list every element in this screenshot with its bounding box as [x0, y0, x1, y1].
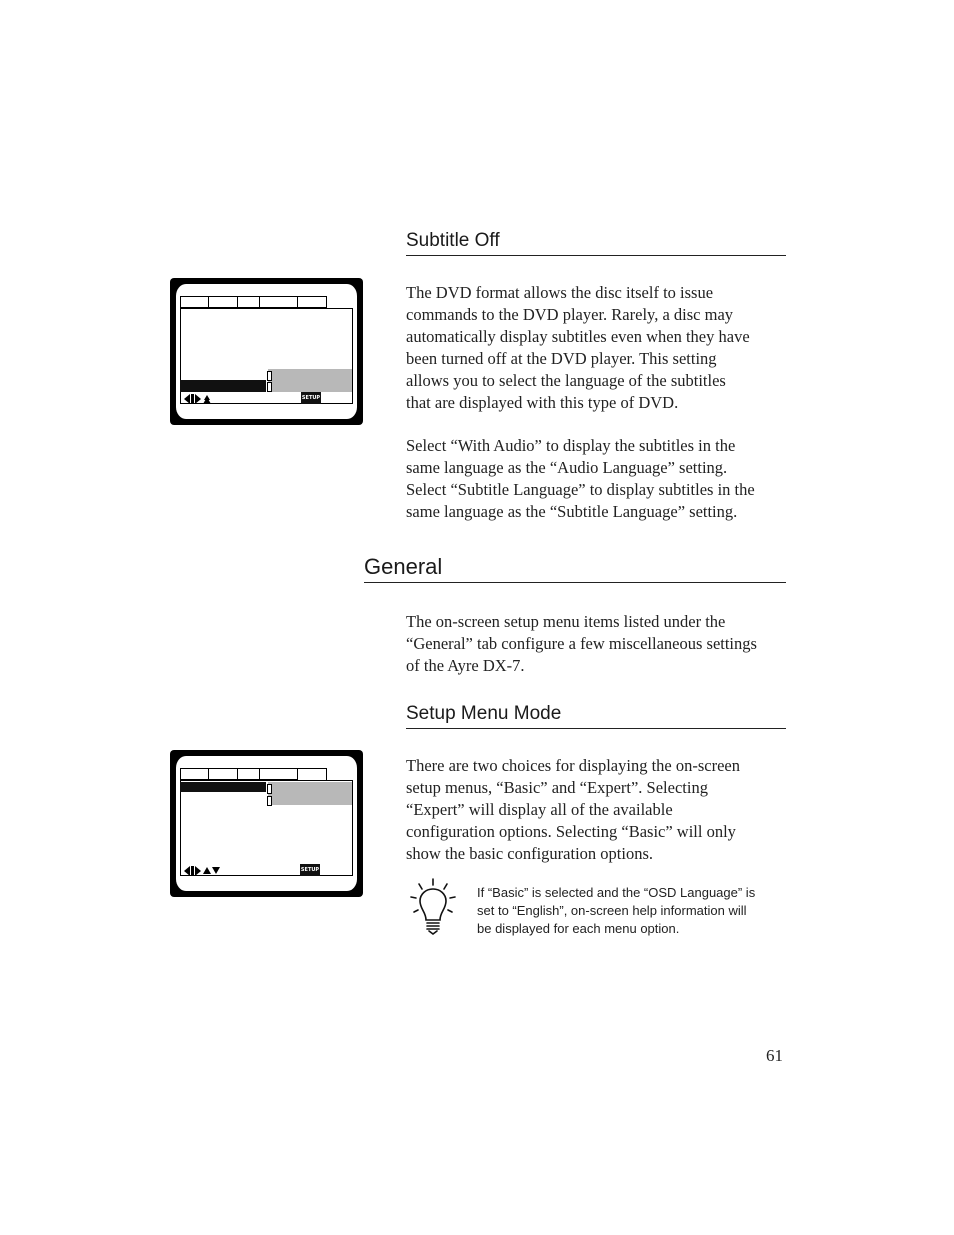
subtitle-off-paragraph-2 [406, 435, 791, 523]
osd-tab [237, 768, 259, 780]
section-heading-subtitle-off: Subtitle Off [406, 230, 786, 256]
text-line: allows you to select the language of the subtitles [406, 371, 726, 390]
osd-tab [259, 296, 297, 308]
osd-tab [237, 296, 259, 308]
osd-tab [180, 768, 208, 780]
lightbulb-icon [410, 878, 456, 936]
text-line: show the basic configuration options. [406, 844, 654, 863]
text-line: Select “Subtitle Language” to display subtitles in the [406, 480, 755, 499]
setup-menu-mode-paragraph [406, 755, 791, 865]
general-paragraph [406, 611, 791, 677]
osd-options-highlight [268, 782, 352, 805]
navigation-arrows-icon [184, 394, 214, 404]
section-heading-general: General [364, 554, 786, 583]
text-line: of the Ayre DX-7. [406, 656, 525, 675]
text-line: configuration options. Selecting “Basic” will only [406, 822, 736, 841]
text-line: that are displayed with this type of DVD. [406, 393, 679, 412]
text-line: setup menus, “Basic” and “Expert”. Selecting [406, 778, 708, 797]
osd-option-marker [267, 784, 272, 794]
section-heading-setup-menu-mode: Setup Menu Mode [406, 703, 786, 729]
navigation-arrows-icon [184, 866, 222, 876]
subtitle-off-paragraph-1 [406, 282, 791, 414]
osd-option-marker [267, 796, 272, 806]
osd-tab [259, 768, 297, 780]
tip-note [477, 884, 782, 938]
osd-tab [297, 296, 327, 308]
text-line: “General” tab configure a few miscellaneous settings [406, 634, 757, 653]
osd-tab [180, 296, 208, 308]
tv-screen-subtitle-off [170, 278, 363, 425]
osd-tab [208, 768, 237, 780]
text-line: same language as the “Audio Language” setting. [406, 458, 728, 477]
osd-screen [176, 284, 357, 419]
text-line: The on-screen setup menu items listed under the [406, 612, 726, 631]
text-line: Select “With Audio” to display the subtitles in the [406, 436, 736, 455]
setup-badge: SETUP [300, 864, 320, 876]
osd-options-highlight [268, 369, 352, 392]
tip-line: be displayed for each menu option. [477, 921, 680, 936]
text-line: “Expert” will display all of the available [406, 800, 673, 819]
osd-screen [176, 756, 357, 891]
text-line: commands to the DVD player. Rarely, a disc may [406, 305, 734, 324]
osd-selected-row [180, 380, 266, 392]
osd-option-marker [267, 371, 272, 381]
tv-screen-setup-menu-mode [170, 750, 363, 897]
tip-line: If “Basic” is selected and the “OSD Language” is [477, 885, 756, 900]
text-line: The DVD format allows the disc itself to issue [406, 283, 714, 302]
tip-line: set to “English”, on-screen help information will [477, 903, 747, 918]
osd-option-marker [267, 382, 272, 392]
text-line: been turned off at the DVD player. This setting [406, 349, 717, 368]
text-line: same language as the “Subtitle Language” setting. [406, 502, 738, 521]
text-line: automatically display subtitles even when they have [406, 327, 750, 346]
setup-badge: SETUP [301, 392, 321, 404]
page-number: 61 [766, 1046, 783, 1065]
osd-selected-row [180, 782, 266, 792]
text-line: There are two choices for displaying the on-screen [406, 756, 740, 775]
osd-tab [208, 296, 237, 308]
